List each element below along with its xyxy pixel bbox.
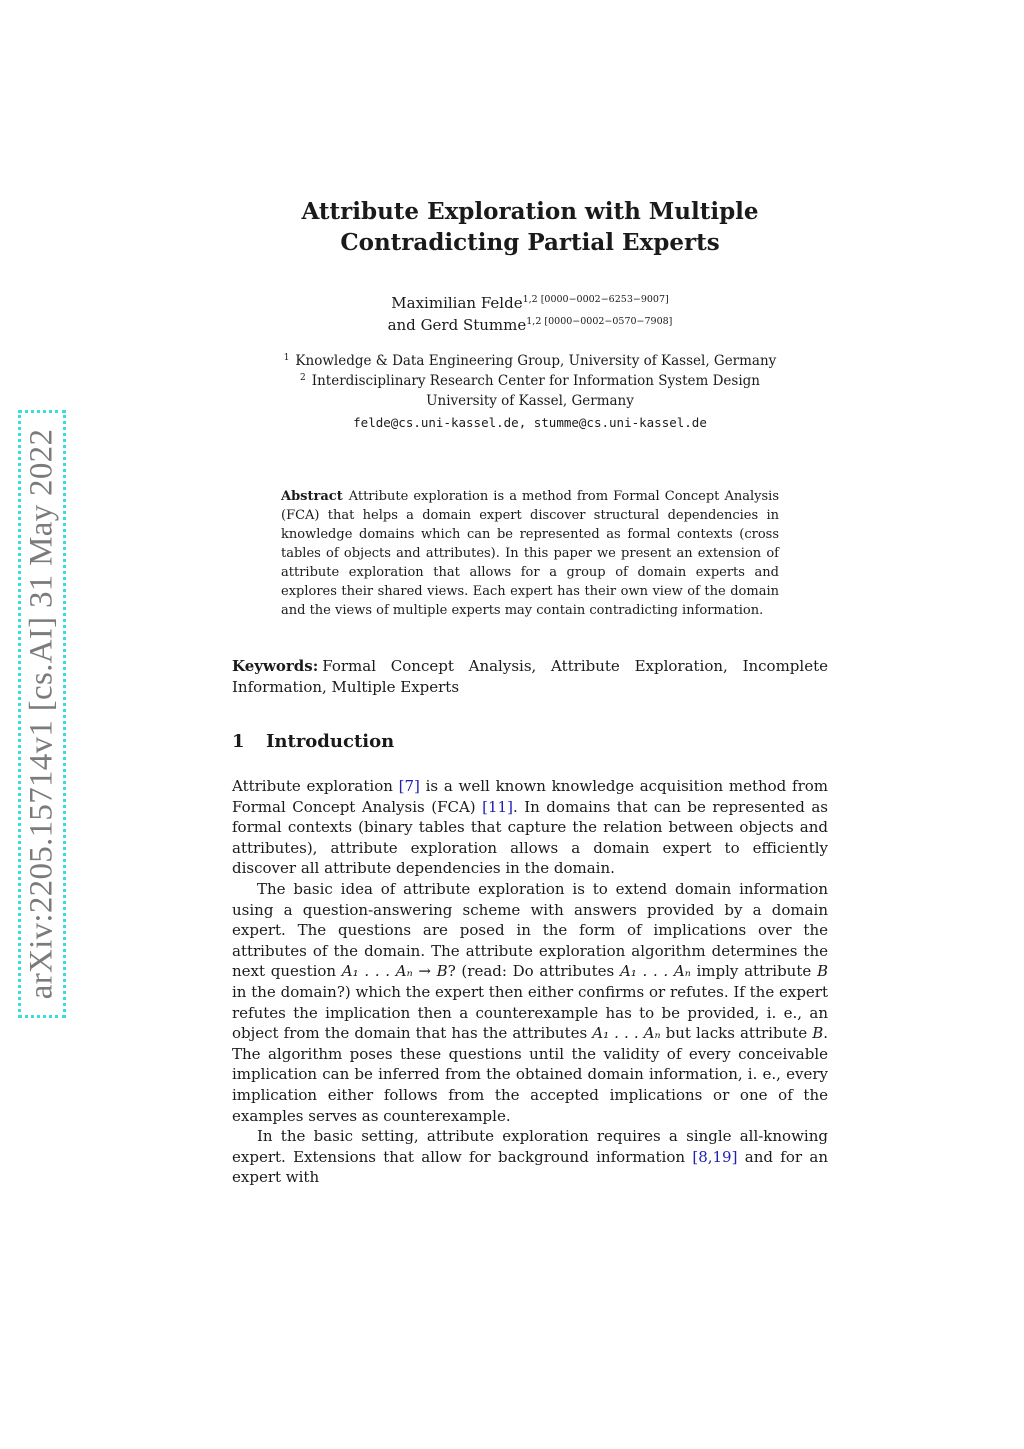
author-emails: felde@cs.uni-kassel.de, stumme@cs.uni-kassel.de	[353, 415, 707, 430]
arxiv-stamp	[18, 410, 66, 1018]
body-text	[232, 776, 828, 1188]
abstract	[281, 487, 779, 620]
keywords	[232, 656, 828, 698]
p3-text-1: In the basic setting, attribute exploration requires a single all-knowing expert. Extensions that allow for background information	[232, 1127, 828, 1166]
author-2-affil-orcid: 1,2 [0000−0002−0570−7908]	[526, 316, 673, 327]
affiliation-2	[232, 371, 828, 391]
abstract-label: Abstract	[281, 489, 343, 504]
p2-text-4: in the domain?) which the expert then either confirms or refutes. If the expert refutes the implication then a counterexample has to be provided, i. e., an object from the domain that has the attributes	[232, 982, 828, 1043]
math-implication: A₁ . . . Aₙ →	[341, 962, 431, 981]
section-number: 1	[232, 731, 245, 752]
title-line-1: Attribute Exploration with Multiple	[301, 198, 759, 225]
abstract-text: Attribute exploration is a method from Formal Concept Analysis (FCA) that helps a domain expert discover structural dependencies in knowledge domains which can be represented as formal contexts (cross tables of objects and attributes). In this paper we present an extension of attribute exploration that allows for a group of domain experts and explores their shared views. Each expert has their own view of the domain and the views of multiple experts may contain contradicting information.	[281, 489, 779, 618]
author-list	[232, 292, 828, 336]
author-1-affil-orcid: 1,2 [0000−0002−6253−9007]	[522, 294, 669, 305]
p1-text-1: Attribute exploration	[232, 777, 399, 795]
keywords-label: Keywords:	[232, 657, 319, 675]
citation-link[interactable]: [7]	[398, 777, 420, 795]
affiliation-2-mark: 2	[300, 373, 306, 383]
affiliations	[232, 351, 828, 433]
author-2-name: Gerd Stumme	[420, 316, 527, 334]
math-b: B	[812, 1024, 824, 1043]
affiliation-2-line-2: University of Kassel, Germany	[426, 393, 634, 409]
author-1	[232, 292, 828, 314]
paragraph-3	[232, 1126, 828, 1188]
math-b: B	[816, 962, 828, 981]
section-heading	[232, 730, 394, 754]
title-line-2: Contradicting Partial Experts	[340, 229, 720, 256]
p2-text-1: The basic idea of attribute exploration is to extend domain information using a question-answering scheme with answers provided by a domain expert. The questions are posed in the form of implications over the attributes of the domain. The attribute exploration algorithm determines the next question	[232, 879, 828, 981]
author-2-prefix: and	[387, 316, 421, 334]
p3-text-2: and for an expert with	[232, 1147, 828, 1187]
citation-link[interactable]: [8,	[692, 1147, 713, 1166]
paragraph-1	[232, 776, 828, 879]
section-title: Introduction	[266, 731, 395, 752]
p2-text-3: imply attribute	[690, 962, 817, 981]
keywords-text: Formal Concept Analysis, Attribute Exploration, Incomplete Information, Multiple Experts	[232, 657, 828, 696]
affiliation-1	[232, 351, 828, 371]
author-1-name: Maximilian Felde	[391, 294, 523, 312]
p2-text-2: ? (read: Do attributes	[447, 962, 620, 981]
p2-text-5: but lacks attribute	[660, 1024, 813, 1043]
p2-text-6: . The algorithm poses these questions until the validity of every conceivable implication can be inferred from the obtained domain information, i. e., every implication either follows from the accepted implications or one of the examples serves as counterexample.	[232, 1024, 828, 1125]
math-attributes: A₁ . . . Aₙ	[619, 962, 691, 981]
math-b: B	[436, 962, 448, 981]
paper-title	[232, 196, 828, 258]
affiliation-1-mark: 1	[283, 353, 290, 363]
paragraph-2	[232, 879, 828, 1126]
p1-text-3: . In domains that can be represented as formal contexts (binary tables that capture the relation between objects and attributes), attribute exploration allows a domain expert to efficiently discover all attribute dependencies in the domain.	[232, 797, 828, 878]
citation-link[interactable]: 19]	[712, 1147, 738, 1166]
citation-link[interactable]: [11]	[482, 797, 513, 816]
affiliation-1-text: Knowledge & Data Engineering Group, University of Kassel, Germany	[295, 353, 777, 369]
affiliation-2-text: Interdisciplinary Research Center for Information System Design	[311, 373, 760, 389]
math-attributes: A₁ . . . Aₙ	[592, 1024, 661, 1043]
author-2	[232, 314, 828, 336]
arxiv-identifier: arXiv:2205.15714v1 [cs.AI] 31 May 2022	[23, 428, 60, 1000]
p1-text-2: is a well known knowledge acquisition method from Formal Concept Analysis (FCA)	[232, 777, 828, 816]
